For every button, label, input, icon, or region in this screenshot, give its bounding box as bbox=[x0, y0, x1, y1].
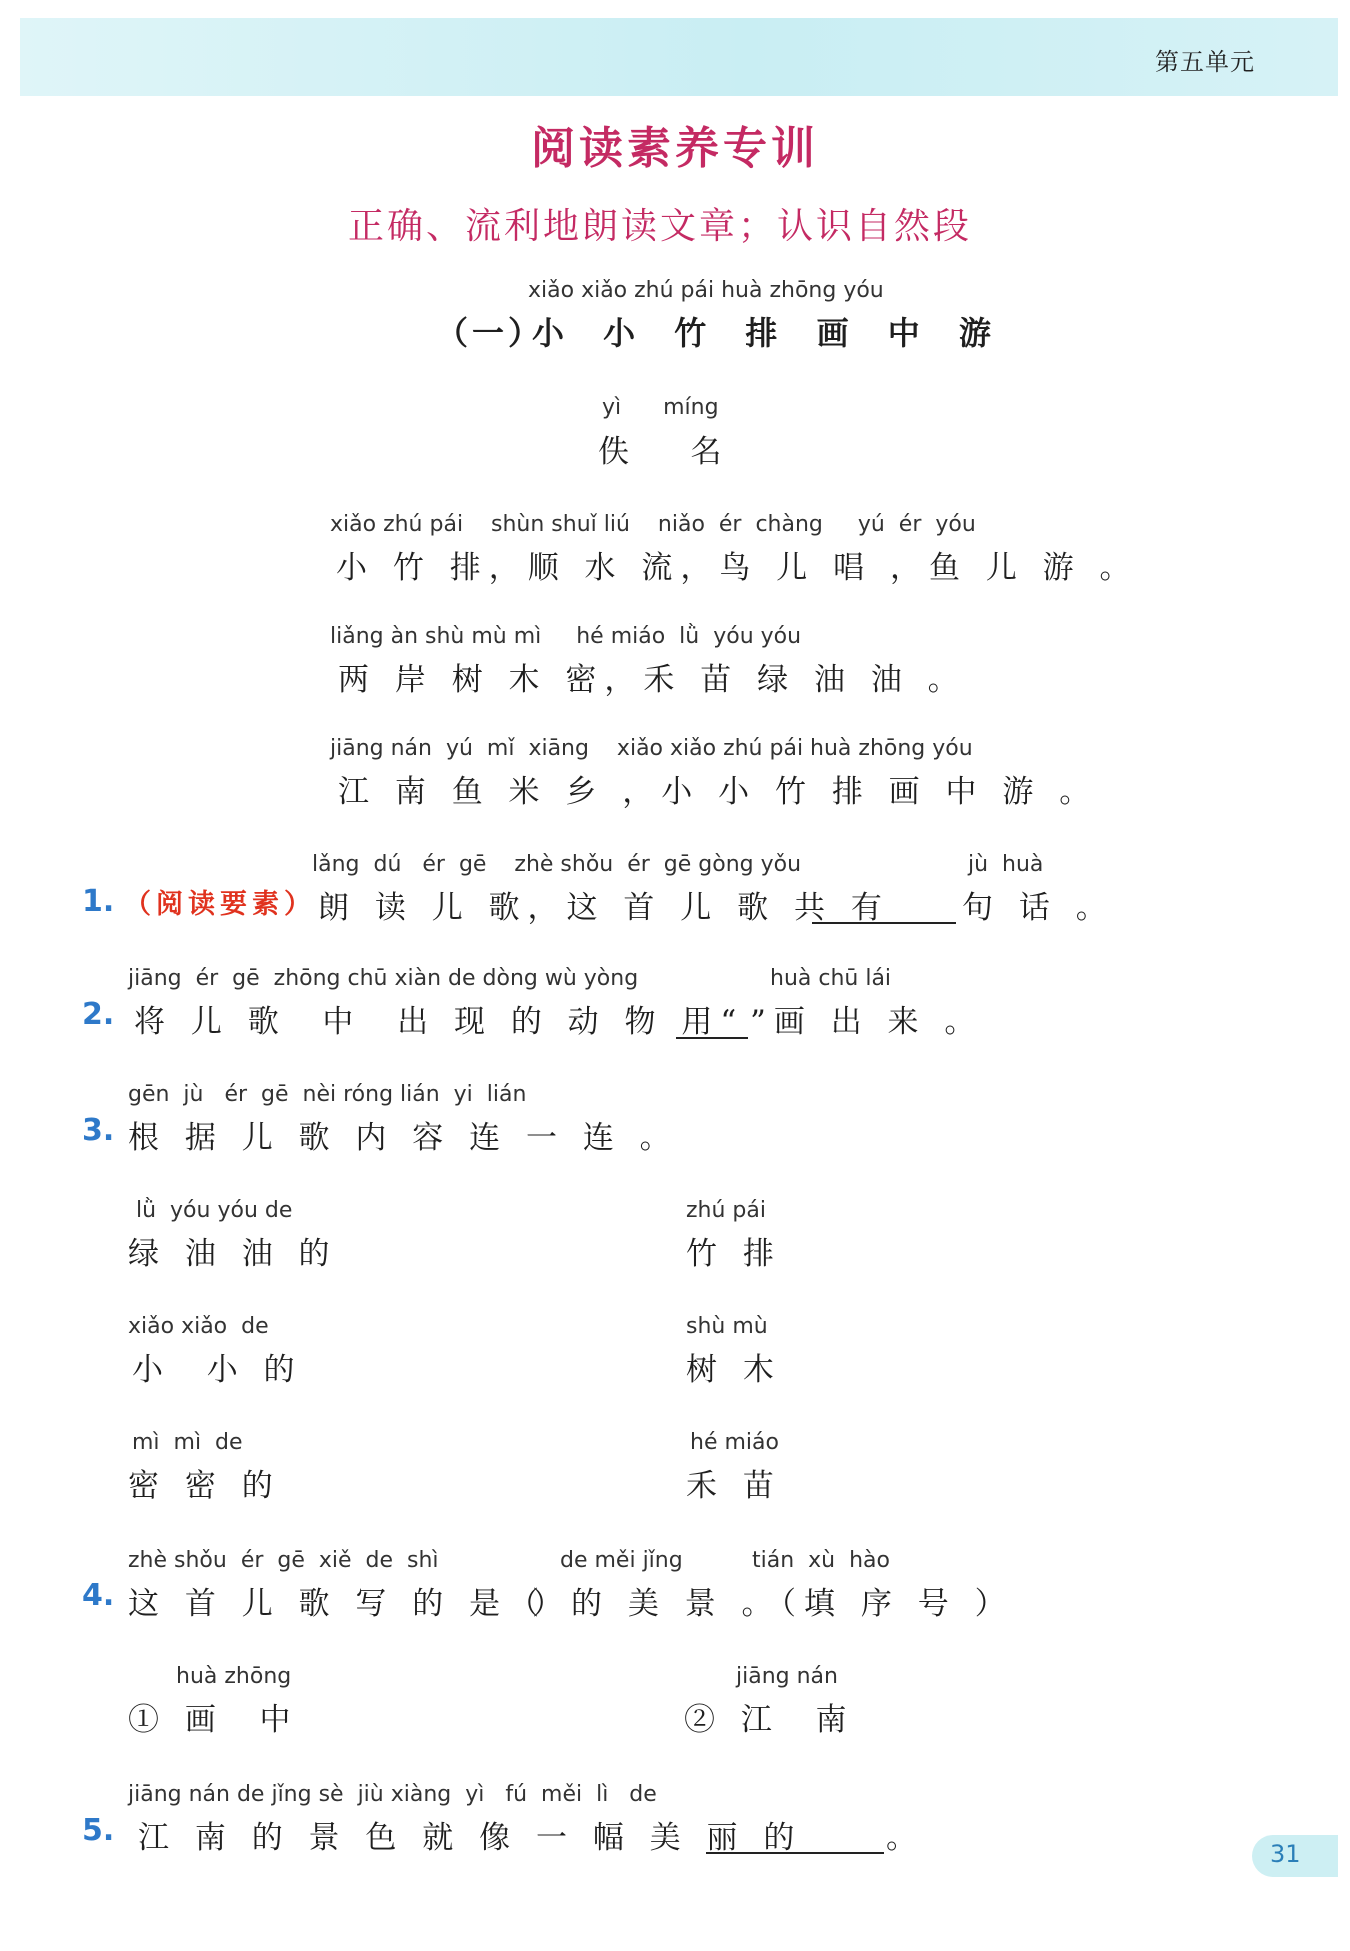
q3-right-2-pinyin: shù mù bbox=[686, 1314, 768, 1339]
q2-number: 2. bbox=[82, 997, 115, 1032]
q3-pinyin: gēn jù ér gē nèi róng lián yi lián bbox=[128, 1082, 527, 1107]
poem-line-2: 两 岸 树 木 密，禾 苗 绿 油 油 。 bbox=[338, 662, 967, 698]
author-pinyin: yì míng bbox=[602, 395, 719, 420]
q3-right-1[interactable]: 竹 排 bbox=[686, 1236, 782, 1272]
q4-pinyin: zhè shǒu ér gē xiě de shì bbox=[128, 1548, 439, 1573]
q4-number: 4. bbox=[82, 1578, 115, 1613]
q4-option-2-pinyin: jiāng nán bbox=[736, 1664, 838, 1689]
q1-tag: （阅读要素） bbox=[124, 889, 316, 920]
poem-line-1-pinyin: xiǎo zhú pái shùn shuǐ liú niǎo ér chàng yú ér yóu bbox=[330, 512, 976, 537]
q1-pinyin: lǎng dú ér gē zhè shǒu ér gē gòng yǒu bbox=[312, 852, 802, 877]
q3-right-3-pinyin: hé miáo bbox=[690, 1430, 779, 1455]
q3-right-2[interactable]: 树 木 bbox=[686, 1352, 782, 1388]
q3-left-1[interactable]: 绿 油 油 的 bbox=[128, 1236, 338, 1272]
q3-left-3[interactable]: 密 密 的 bbox=[128, 1468, 281, 1504]
header-band bbox=[20, 18, 1338, 96]
unit-label: 第五单元 bbox=[1155, 48, 1255, 76]
poem-line-3: 江 南 鱼 米 乡 ，小 小 竹 排 画 中 游 。 bbox=[338, 774, 1099, 810]
q1-text-end: 句 话 。 bbox=[962, 890, 1115, 926]
q2-pinyin-end: huà chū lái bbox=[770, 966, 892, 991]
q1-number: 1. bbox=[82, 884, 115, 919]
q4-pinyin-mid: de měi jǐng bbox=[560, 1548, 683, 1573]
q1-text: 朗 读 儿 歌，这 首 儿 歌 共 有 bbox=[318, 890, 890, 926]
q3-right-3[interactable]: 禾 苗 bbox=[686, 1468, 782, 1504]
q2-text-end: ”画 出 来 。 bbox=[750, 1004, 984, 1040]
subtitle: 正确、流利地朗读文章；认识自然段 bbox=[347, 206, 972, 247]
q3-left-1-pinyin: lǜ yóu yóu de bbox=[136, 1198, 293, 1223]
q5-text-end: 。 bbox=[886, 1820, 925, 1856]
q5-number: 5. bbox=[82, 1813, 115, 1848]
q3-number: 3. bbox=[82, 1113, 115, 1148]
poem-line-3-pinyin: jiāng nán yú mǐ xiāng xiǎo xiǎo zhú pái huà zhōng yóu bbox=[330, 736, 973, 761]
q5-answer-blank[interactable] bbox=[706, 1850, 884, 1854]
q2-pinyin: jiāng ér gē zhōng chū xiàn de dòng wù yòng bbox=[128, 966, 639, 991]
poem-title-pinyin: xiǎo xiǎo zhú pái huà zhōng yóu bbox=[528, 278, 884, 303]
poem-line-1: 小 竹 排，顺 水 流，鸟 儿 唱 ，鱼 儿 游 。 bbox=[336, 550, 1139, 586]
poem-line-2-pinyin: liǎng àn shù mù mì hé miáo lǜ yóu yóu bbox=[330, 624, 802, 649]
q3-left-2[interactable]: 小 小 的 bbox=[132, 1352, 303, 1388]
q4-option-1[interactable]: ① 画 中 bbox=[128, 1702, 299, 1738]
q4-text-end: ）的 美 景 。（填 序 号 ） bbox=[532, 1586, 1014, 1622]
q3-right-1-pinyin: zhú pái bbox=[686, 1198, 766, 1223]
q5-pinyin: jiāng nán de jǐng sè jiù xiàng yì fú měi lì de bbox=[128, 1782, 657, 1807]
q3-left-3-pinyin: mì mì de bbox=[132, 1430, 243, 1455]
q2-mark-blank[interactable] bbox=[676, 1035, 748, 1039]
q3-left-2-pinyin: xiǎo xiǎo de bbox=[128, 1314, 269, 1339]
q4-option-2[interactable]: ② 江 南 bbox=[684, 1702, 855, 1738]
poem-title: 小 小 竹 排 画 中 游 bbox=[532, 314, 1005, 352]
author: 佚 名 bbox=[598, 434, 730, 470]
q4-text: 这 首 儿 歌 写 的 是（ bbox=[128, 1586, 548, 1622]
q3-text: 根 据 儿 歌 内 容 连 一 连 。 bbox=[128, 1120, 679, 1156]
q1-pinyin-end: jù huà bbox=[968, 852, 1044, 877]
q1-answer-blank[interactable] bbox=[812, 920, 956, 924]
poem-title-label: （一） bbox=[436, 314, 545, 352]
q2-text: 将 儿 歌 中 出 现 的 动 物 用“ bbox=[134, 1004, 745, 1040]
page-number: 31 bbox=[1270, 1840, 1301, 1868]
q4-option-1-pinyin: huà zhōng bbox=[176, 1664, 292, 1689]
q4-pinyin-end: tián xù hào bbox=[752, 1548, 890, 1573]
main-title: 阅读素养专训 bbox=[531, 123, 819, 174]
q5-text: 江 南 的 景 色 就 像 一 幅 美 丽 的 bbox=[138, 1820, 803, 1856]
